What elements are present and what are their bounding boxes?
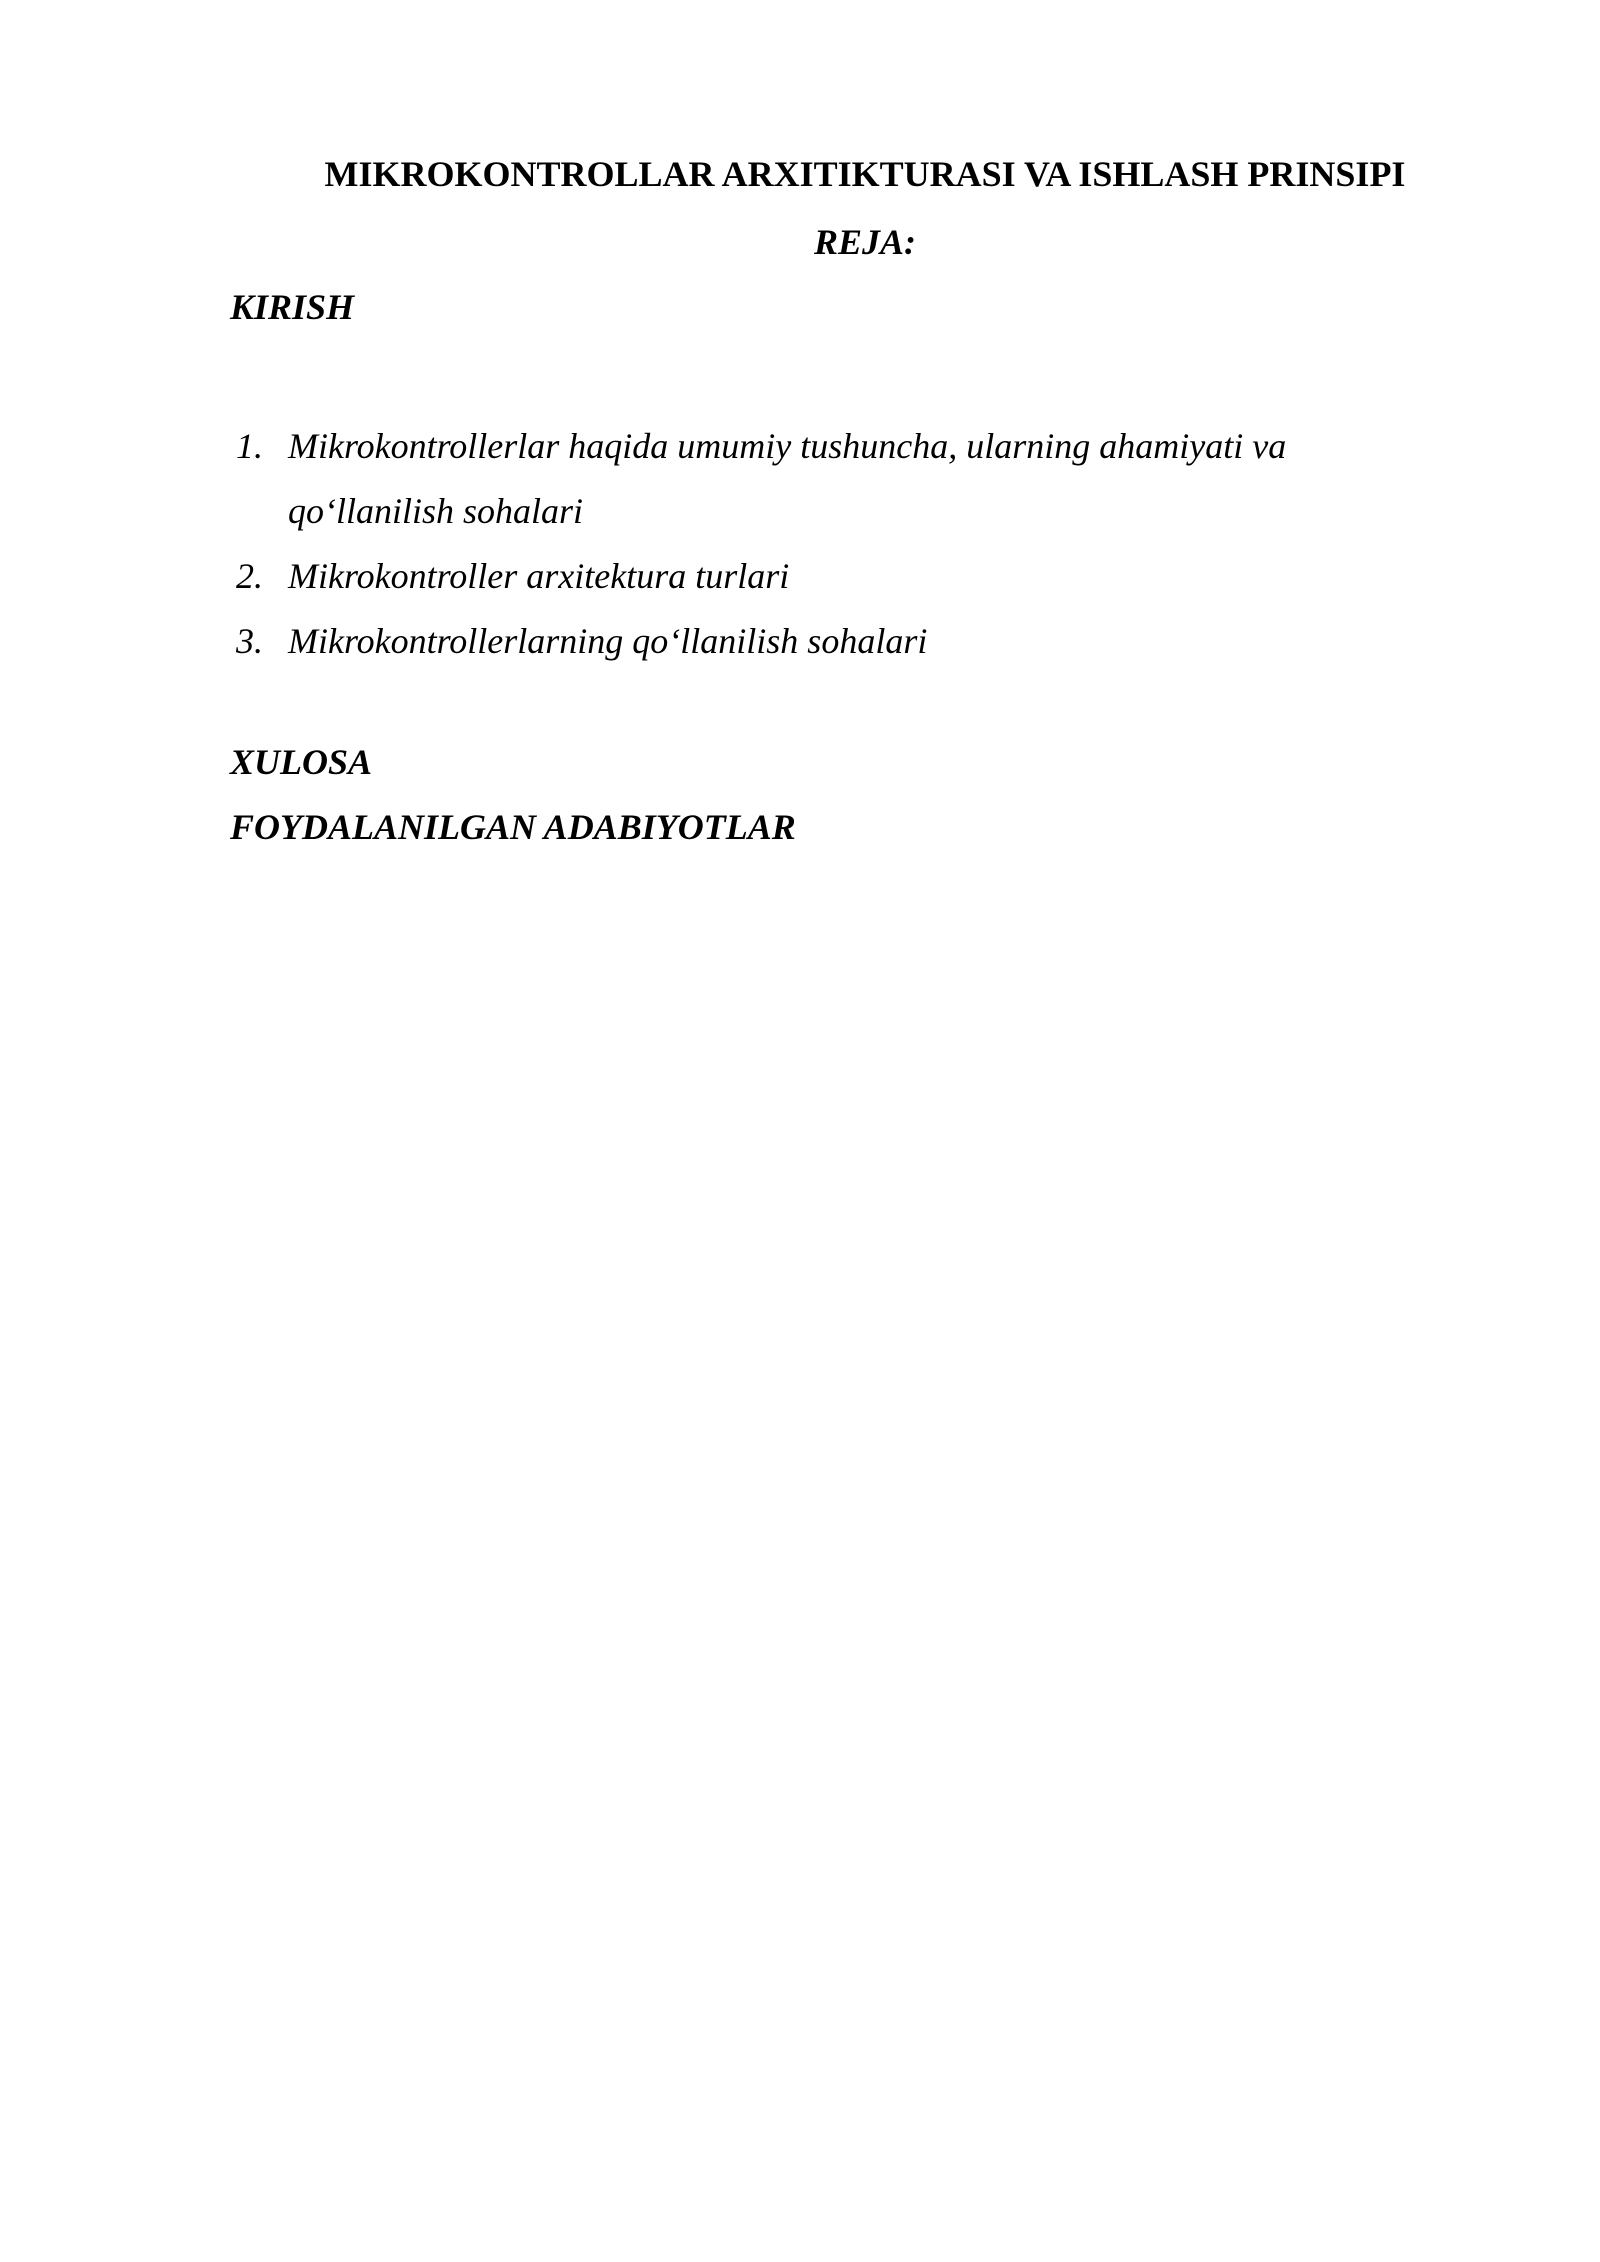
plan-item-number: 2.	[236, 556, 263, 596]
plan-item-text: Mikrokontrollerlar haqida umumiy tushuncha, ularning ahamiyati va qo‘llanilish sohalari	[288, 426, 1287, 531]
plan-item-number: 1.	[236, 426, 263, 466]
conclusion-heading: XULOSA	[230, 742, 373, 782]
plan-heading: REJA:	[813, 222, 917, 262]
references-heading: FOYDALANILGAN ADABIYOTLAR	[230, 807, 796, 847]
plan-list-item	[230, 544, 1430, 609]
document-title: MIKROKONTROLLAR ARXITIKTURASI VA ISHLASH PRINSIPI	[324, 154, 1406, 194]
intro-heading: KIRISH	[230, 287, 355, 327]
plan-list	[230, 414, 1430, 674]
plan-item-text: Mikrokontrollerlarning qo‘llanilish sohalari	[288, 621, 928, 661]
plan-list-item	[230, 414, 1430, 544]
plan-item-text: Mikrokontroller arxitektura turlari	[288, 556, 790, 596]
plan-item-number: 3.	[236, 621, 263, 661]
plan-list-item	[230, 609, 1430, 674]
